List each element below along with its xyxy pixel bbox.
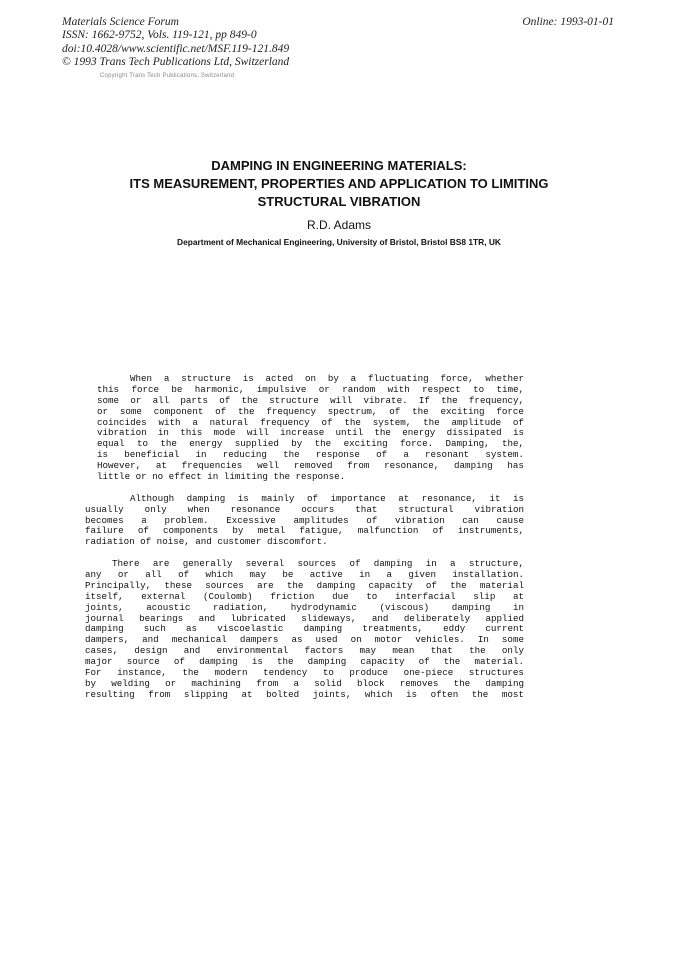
paragraph-1: [97, 374, 524, 483]
text-line: Principally, these sources are the damping capacity of the material: [85, 579, 524, 591]
text-line: is beneficial in reducing the response of a resonant system.: [97, 449, 524, 461]
text-line: resulting from slipping at bolted joints, which is often the most: [85, 688, 524, 700]
publisher-copyright: © 1993 Trans Tech Publications Ltd, Switzerland: [62, 55, 290, 68]
text-line: little or no effect in limiting the response.: [97, 471, 346, 483]
text-line: vibration in this mode will increase until the energy dissipated is: [97, 427, 524, 439]
publication-metadata: [62, 16, 289, 69]
issn-line: ISSN: 1662-9752, Vols. 119-121, pp 849-0: [62, 29, 257, 42]
text-line: some or all parts of the structure will vibrate. If the frequency,: [97, 394, 525, 406]
text-line: radiation of noise, and customer discomfort.: [85, 536, 328, 548]
text-line: Although damping is mainly of importance at resonance, it is: [130, 492, 525, 504]
paragraph-2: [85, 492, 525, 548]
text-line: itself, external (Coulomb) friction due to interfacial slip at: [85, 590, 525, 602]
journal-name: Materials Science Forum: [62, 16, 179, 28]
text-line: damping such as viscoelastic damping treatments, eddy current: [85, 623, 525, 635]
doi-link[interactable]: doi:10.4028/www.scientific.net/MSF.119-121.849: [62, 42, 290, 55]
author-name: R.D. Adams: [306, 218, 372, 232]
text-line: major source of damping is the damping capacity of the material.: [85, 656, 525, 668]
text-line: When a structure is acted on by a fluctuating force, whether: [130, 373, 525, 384]
faint-copyright-notice: Copyright Trans Tech Publications, Switzerland: [100, 73, 235, 79]
text-line: usually only when resonance occurs that structural vibration: [85, 503, 525, 515]
text-line: failure of components by metal fatigue, malfunction of instruments,: [85, 525, 524, 537]
text-line: by welding or machining from a solid block removes the damping: [85, 677, 524, 689]
paper-body: [85, 373, 525, 712]
text-line: For instance, the modern tendency to produce one-piece structures: [85, 667, 524, 679]
text-line: cases, design and environmental factors may mean that the only: [85, 645, 524, 657]
text-line: any or all of which may be active in a given installation.: [85, 569, 524, 581]
text-line: journal bearings and lubricated slideways, and deliberately applied: [85, 612, 525, 624]
text-line: or some component of the frequency spectrum, of the exciting force: [97, 405, 524, 417]
text-line: There are generally several sources of damping in a structure,: [112, 558, 524, 570]
text-line: coincides with a natural frequency of the system, the amplitude of: [97, 416, 524, 428]
text-line: equal to the energy supplied by the exciting force. Damping, the,: [97, 438, 525, 450]
title-line: STRUCTURAL VIBRATION: [257, 194, 421, 209]
title-line: ITS MEASUREMENT, PROPERTIES AND APPLICATION TO LIMITING: [129, 176, 549, 191]
text-line: this force be harmonic, impulsive or random with respect to time,: [97, 383, 525, 395]
author-affiliation: Department of Mechanical Engineering, University of Bristol, Bristol BS8 1TR, UK: [177, 237, 501, 247]
text-line: However, at frequencies well removed from resonance, damping has: [97, 460, 524, 472]
title-line: DAMPING IN ENGINEERING MATERIALS:: [211, 158, 467, 173]
paragraph-3: [85, 559, 524, 701]
text-line: joints, acoustic radiation, hydrodynamic (viscous) damping in: [85, 601, 525, 613]
text-line: dampers, and mechanical dampers as used on motor vehicles. In some: [85, 634, 524, 646]
paper-title: [60, 157, 618, 211]
text-line: becomes a problem. Excessive amplitudes of vibration can cause: [85, 514, 525, 526]
online-date: Online: 1993-01-01: [522, 16, 614, 28]
